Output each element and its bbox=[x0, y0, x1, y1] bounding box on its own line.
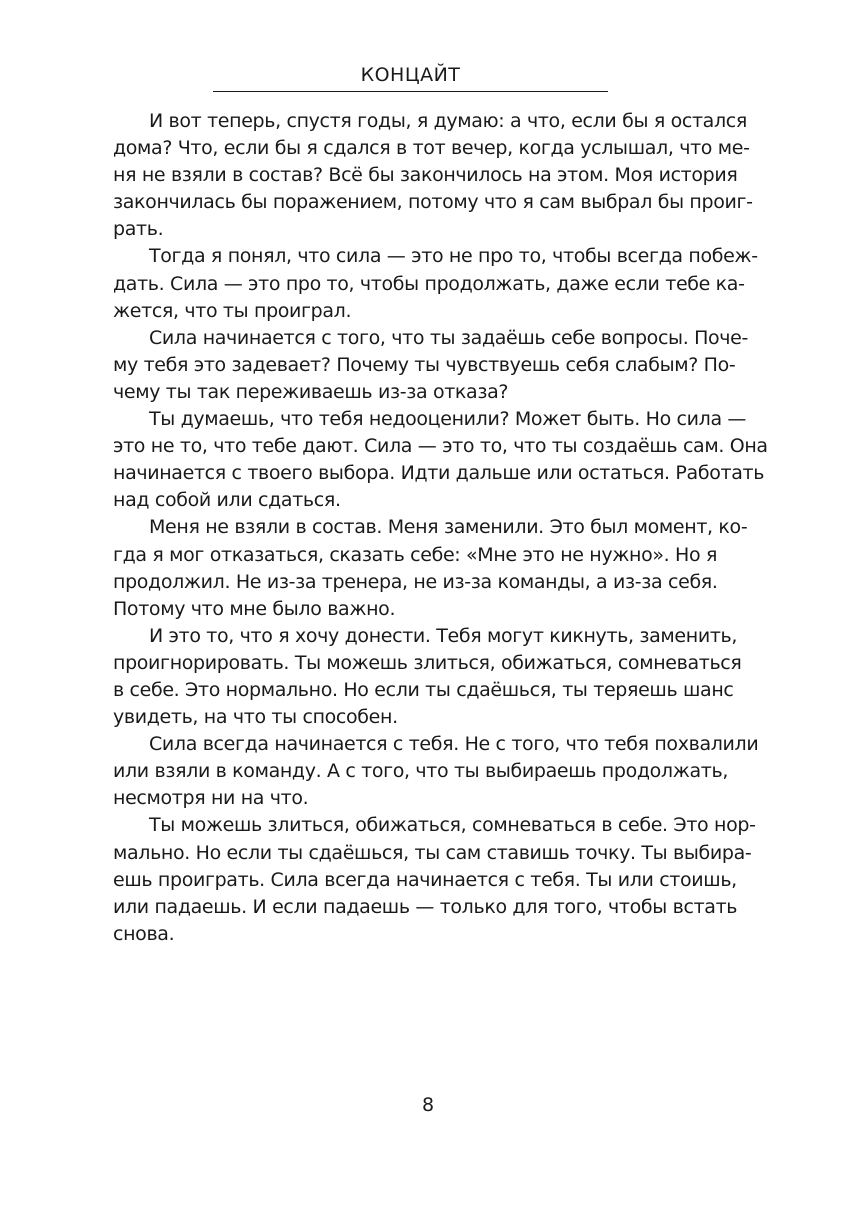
text-line: Ты думаешь, что тебя недооценили? Может быть. Но сила — bbox=[149, 408, 747, 431]
paragraph bbox=[113, 812, 756, 947]
paragraph bbox=[113, 325, 753, 406]
text-line: И это то, что я хочу донести. Тебя могут кикнуть, заменить, bbox=[149, 624, 738, 647]
text-line: в себе. Это нормально. Но если ты сдаёшься, ты теряешь шанс bbox=[113, 678, 734, 701]
paragraph bbox=[113, 514, 753, 622]
text-line: это не то, что тебе дают. Сила — это то, что ты создаёшь сам. Она bbox=[113, 435, 768, 458]
text-line: дома? Что, если бы я сдался в тот вечер, когда услышал, что ме- bbox=[113, 137, 750, 160]
text-line: Потому что мне было важно. bbox=[113, 597, 396, 620]
text-line: мально. Но если ты сдаёшься, ты сам ставишь точку. Ты выбира- bbox=[113, 841, 752, 864]
text-line: увидеть, на что ты способен. bbox=[113, 706, 398, 729]
text-line: жется, что ты проиграл. bbox=[113, 299, 352, 322]
paragraph bbox=[113, 243, 758, 324]
text-line: Сила всегда начинается с тебя. Не с того, что тебя похвалили bbox=[149, 733, 759, 756]
text-line: дать. Сила — это про то, чтобы продолжать, даже если тебе ка- bbox=[113, 272, 745, 295]
text-line: рать. bbox=[113, 218, 164, 241]
text-line: проигнорировать. Ты можешь злиться, обижаться, сомневаться bbox=[113, 651, 742, 674]
text-line: Сила начинается с того, что ты задаёшь себе вопросы. Поче- bbox=[149, 326, 749, 349]
text-line: продолжил. Не из-за тренера, не из-за команды, а из-за себя. bbox=[113, 570, 718, 593]
text-line: му тебя это задевает? Почему ты чувствуешь себя слабым? По- bbox=[113, 353, 736, 376]
paragraph bbox=[113, 406, 768, 514]
text-line: ешь проиграть. Сила всегда начинается с тебя. Ты или стоишь, bbox=[113, 868, 737, 891]
text-line: чему ты так переживаешь из-за отказа? bbox=[113, 380, 509, 403]
text-line: несмотря ни на что. bbox=[113, 787, 309, 810]
text-line: закончилась бы поражением, потому что я сам выбрал бы проиг- bbox=[113, 191, 753, 214]
page-body bbox=[113, 108, 768, 948]
text-line: начинается с твоего выбора. Идти дальше или остаться. Работать bbox=[113, 462, 765, 485]
text-line: Меня не взяли в состав. Меня заменили. Это был момент, ко- bbox=[149, 516, 748, 539]
text-line: или взяли в команду. А с того, что ты выбираешь продолжать, bbox=[113, 760, 729, 783]
paragraph bbox=[113, 623, 753, 731]
text-line: Ты можешь злиться, обижаться, сомневаться в себе. Это нор- bbox=[149, 814, 756, 837]
text-line: или падаешь. И если падаешь — только для того, чтобы встать bbox=[113, 895, 738, 918]
text-line: над собой или сдаться. bbox=[113, 489, 341, 512]
paragraph bbox=[113, 731, 759, 812]
paragraph bbox=[113, 108, 753, 243]
text-line: гда я мог отказаться, сказать себе: «Мне это не нужно». Но я bbox=[113, 543, 718, 566]
running-header: КОНЦАЙТ bbox=[213, 64, 608, 92]
text-line: Тогда я понял, что сила — это не про то, чтобы всегда побеж- bbox=[149, 245, 758, 268]
page-number: 8 bbox=[421, 1094, 435, 1116]
text-line: И вот теперь, спустя годы, я думаю: а что, если бы я остался bbox=[149, 110, 747, 132]
text-line: снова. bbox=[113, 922, 175, 945]
text-line: ня не взяли в состав? Всё бы закончилось на этом. Моя история bbox=[113, 164, 738, 187]
